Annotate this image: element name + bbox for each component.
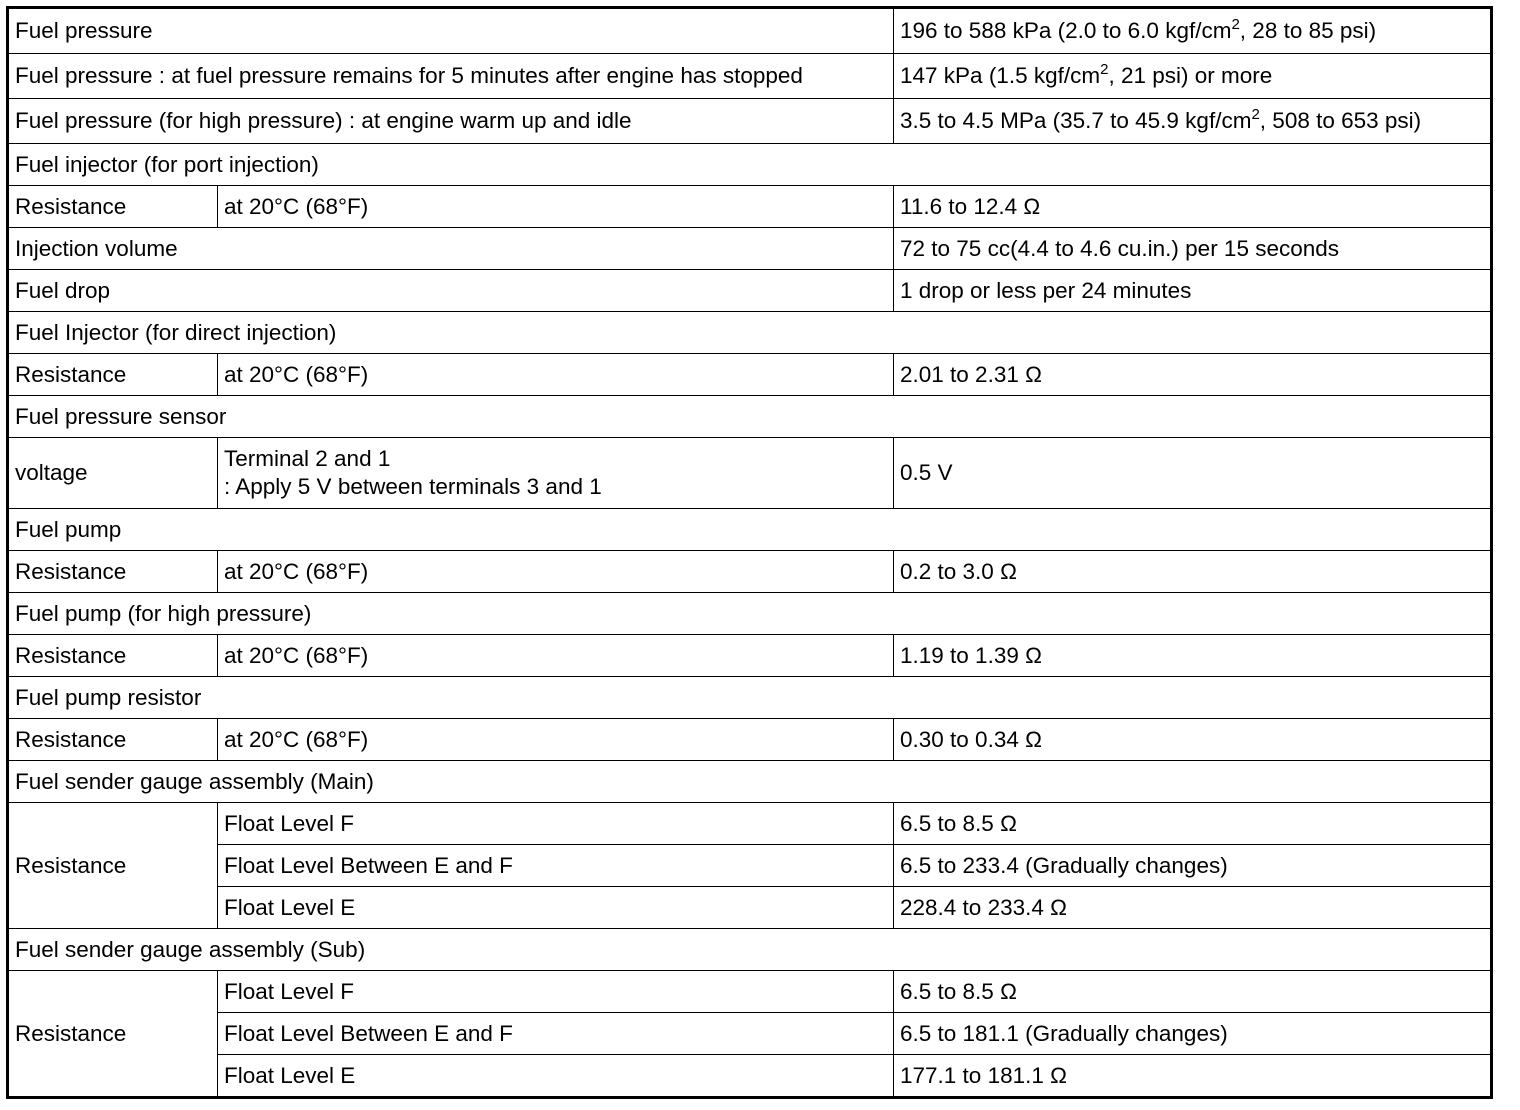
sender-sub-condition: Float Level Between E and F	[218, 1013, 894, 1055]
fuel-pump-high-resistance-label: Resistance	[8, 635, 218, 677]
condition-line: : Apply 5 V between terminals 3 and 1	[224, 474, 602, 499]
section-heading-row	[8, 593, 1492, 635]
sender-sub-value: 6.5 to 181.1 (Gradually changes)	[894, 1013, 1492, 1055]
injector-direct-resistance-label: Resistance	[8, 354, 218, 396]
table-row	[8, 887, 1492, 929]
sender-sub-value: 177.1 to 181.1 Ω	[894, 1055, 1492, 1098]
injector-port-resistance-condition: at 20°C (68°F)	[218, 186, 894, 228]
injector-port-resistance-label: Resistance	[8, 186, 218, 228]
table-row	[8, 8, 1492, 54]
fuel-pressure-label: Fuel pressure	[8, 8, 894, 54]
sender-sub-heading: Fuel sender gauge assembly (Sub)	[8, 929, 1492, 971]
pressure-sensor-voltage-value: 0.5 V	[894, 438, 1492, 509]
section-heading-row	[8, 677, 1492, 719]
fuel-pressure-value: 196 to 588 kPa (2.0 to 6.0 kgf/$cm^2$, 28 to 85 psi)	[894, 8, 1492, 54]
table-row	[8, 719, 1492, 761]
injector-port-resistance-value: 11.6 to 12.4 Ω	[894, 186, 1492, 228]
section-heading-row	[8, 396, 1492, 438]
fuel-pressure-high-value: 3.5 to 4.5 MPa (35.7 to 45.9 kgf/$cm^2$, 508 to 653 psi)	[894, 99, 1492, 144]
sender-main-condition: Float Level F	[218, 803, 894, 845]
section-heading-row	[8, 509, 1492, 551]
sender-main-condition: Float Level E	[218, 887, 894, 929]
injector-direct-heading: Fuel Injector (for direct injection)	[8, 312, 1492, 354]
sender-main-resistance-label: Resistance	[8, 803, 218, 929]
pump-resistor-heading: Fuel pump resistor	[8, 677, 1492, 719]
table-row	[8, 635, 1492, 677]
fuel-pressure-high-label: Fuel pressure (for high pressure) : at engine warm up and idle	[8, 99, 894, 144]
pressure-sensor-voltage-label: voltage	[8, 438, 218, 509]
fuel-drop-label: Fuel drop	[8, 270, 894, 312]
condition-line: Terminal 2 and 1	[224, 446, 391, 471]
pressure-sensor-heading: Fuel pressure sensor	[8, 396, 1492, 438]
sender-sub-resistance-label: Resistance	[8, 971, 218, 1098]
injector-direct-resistance-condition: at 20°C (68°F)	[218, 354, 894, 396]
section-heading-row	[8, 929, 1492, 971]
injection-volume-label: Injection volume	[8, 228, 894, 270]
sender-main-value: 6.5 to 8.5 Ω	[894, 803, 1492, 845]
fuel-pump-high-resistance-condition: at 20°C (68°F)	[218, 635, 894, 677]
table-row	[8, 99, 1492, 144]
fuel-pressure-hold-value: 147 kPa (1.5 kgf/$cm^2$, 21 psi) or more	[894, 54, 1492, 99]
injection-volume-value: 72 to 75 cc(4.4 to 4.6 cu.in.) per 15 seconds	[894, 228, 1492, 270]
table-row	[8, 270, 1492, 312]
fuel-pump-high-resistance-value: 1.19 to 1.39 Ω	[894, 635, 1492, 677]
fuel-pressure-hold-label: Fuel pressure : at fuel pressure remains for 5 minutes after engine has stopped	[8, 54, 894, 99]
table-row	[8, 1055, 1492, 1098]
pump-resistor-resistance-condition: at 20°C (68°F)	[218, 719, 894, 761]
fuel-pump-resistance-condition: at 20°C (68°F)	[218, 551, 894, 593]
table-row	[8, 354, 1492, 396]
table-row	[8, 438, 1492, 509]
sender-sub-condition: Float Level F	[218, 971, 894, 1013]
table-row	[8, 971, 1492, 1013]
table-row	[8, 803, 1492, 845]
fuel-drop-value: 1 drop or less per 24 minutes	[894, 270, 1492, 312]
fuel-system-spec-table	[6, 6, 1493, 1099]
fuel-pump-resistance-label: Resistance	[8, 551, 218, 593]
fuel-pump-resistance-value: 0.2 to 3.0 Ω	[894, 551, 1492, 593]
fuel-pump-heading: Fuel pump	[8, 509, 1492, 551]
section-heading-row	[8, 312, 1492, 354]
table-row	[8, 845, 1492, 887]
sender-sub-value: 6.5 to 8.5 Ω	[894, 971, 1492, 1013]
sender-main-condition: Float Level Between E and F	[218, 845, 894, 887]
pressure-sensor-voltage-condition	[218, 438, 894, 509]
table-row	[8, 228, 1492, 270]
pump-resistor-resistance-value: 0.30 to 0.34 Ω	[894, 719, 1492, 761]
table-row	[8, 186, 1492, 228]
section-heading-row	[8, 761, 1492, 803]
sender-main-heading: Fuel sender gauge assembly (Main)	[8, 761, 1492, 803]
fuel-pump-high-heading: Fuel pump (for high pressure)	[8, 593, 1492, 635]
sender-sub-condition: Float Level E	[218, 1055, 894, 1098]
section-heading-row	[8, 144, 1492, 186]
table-row	[8, 551, 1492, 593]
sender-main-value: 228.4 to 233.4 Ω	[894, 887, 1492, 929]
sender-main-value: 6.5 to 233.4 (Gradually changes)	[894, 845, 1492, 887]
injector-direct-resistance-value: 2.01 to 2.31 Ω	[894, 354, 1492, 396]
injector-port-heading: Fuel injector (for port injection)	[8, 144, 1492, 186]
pump-resistor-resistance-label: Resistance	[8, 719, 218, 761]
table-row	[8, 1013, 1492, 1055]
table-row	[8, 54, 1492, 99]
